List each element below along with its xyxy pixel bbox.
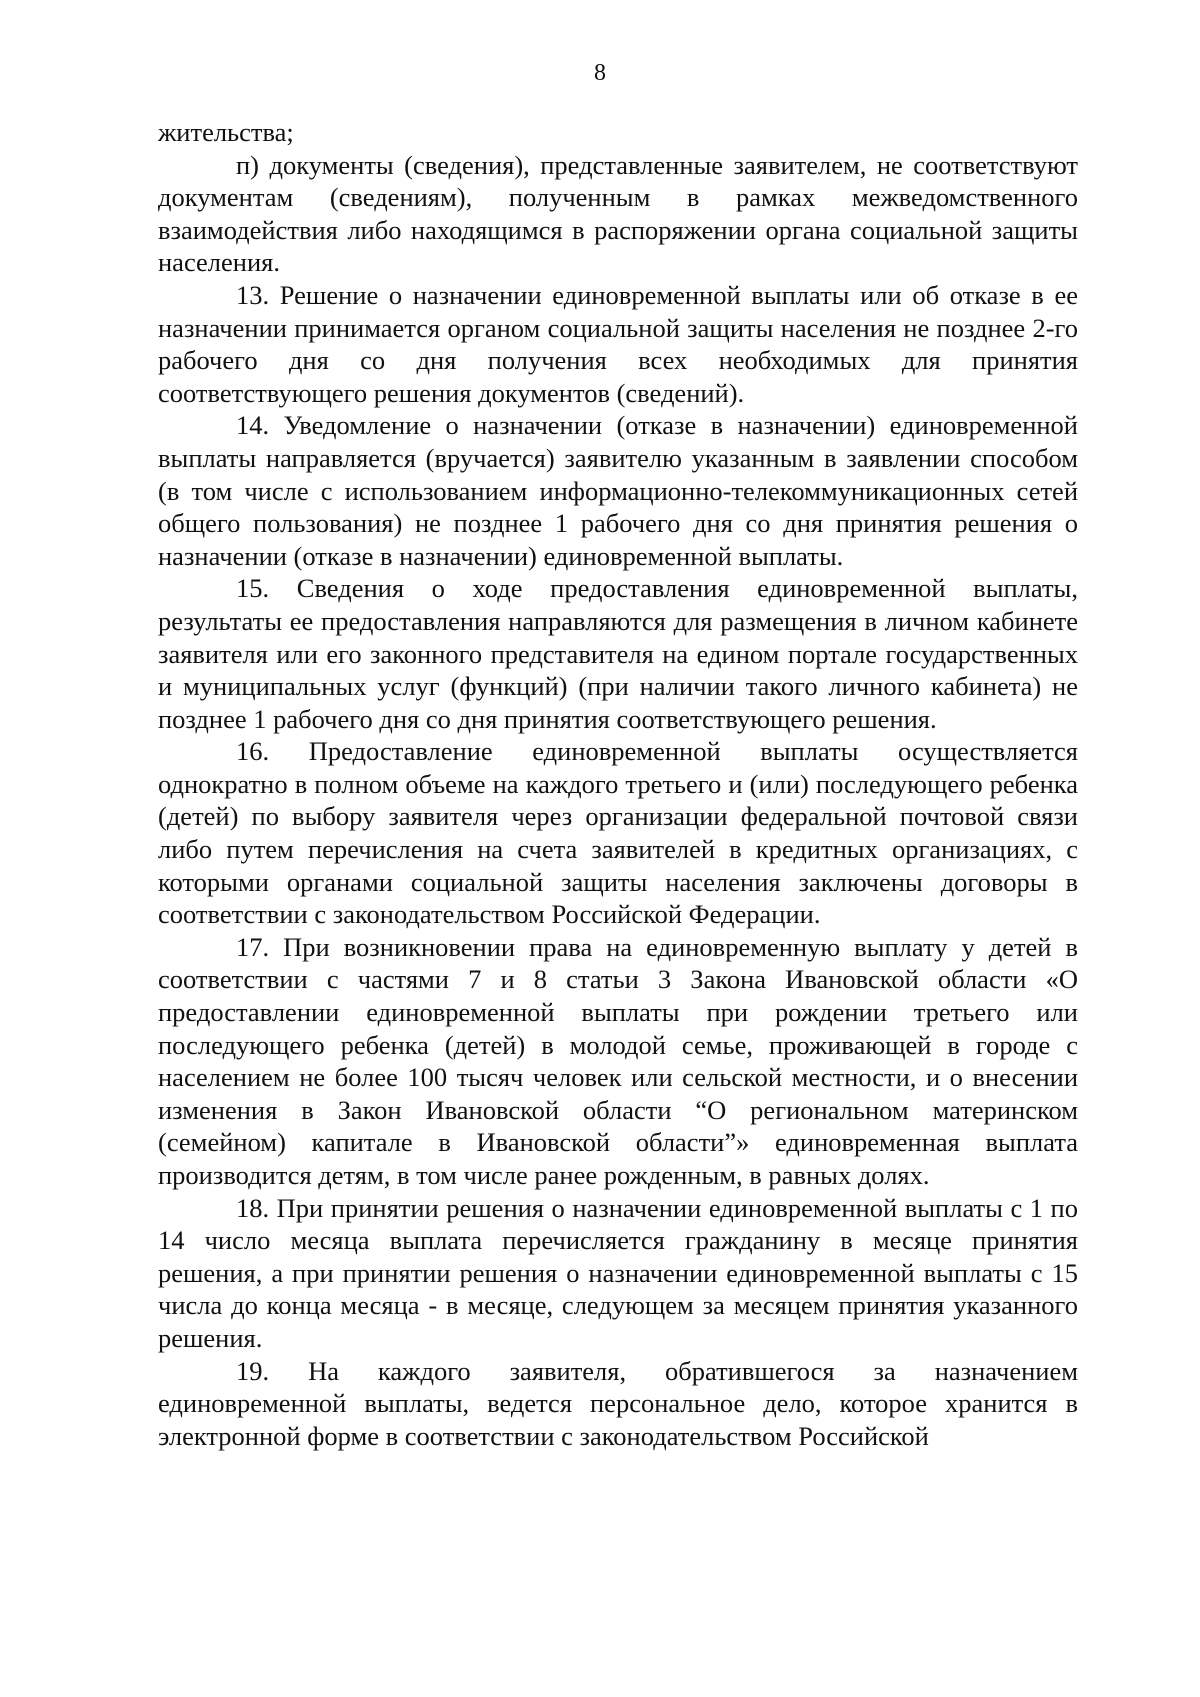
paragraph-15: 15. Сведения о ходе предоставления единовременной выплаты, результаты ее предоставления направляются для размещения в личном кабинете заявителя или его законного представителя на едином портале государственных и муниципальных услуг (функций) (при наличии такого личного кабинета) не позднее 1 рабочего дня со дня принятия соответствующего решения. xyxy=(158,573,1078,734)
paragraph-item-p: п) документы (сведения), представленные заявителем, не соответствуют документам (сведениям), полученным в рамках межведомственного взаимодействия либо находящимся в распоряжении органа социальной защиты населения. xyxy=(158,149,1078,278)
paragraph-17: 17. При возникновении права на единовременную выплату у детей в соответствии с частями 7 и 8 статьи 3 Закона Ивановской области «О предоставлении единовременной выплаты при рождении третьего или последующего ребенка (детей) в молодой семье, проживающей в городе с населением не более 100 тысяч человек или сельской местности, и о внесении изменения в Закон Ивановской области “О региональном материнском (семейном) капитале в Ивановской области”» единовременная выплата производится детям, в том числе ранее рожденным, в равных долях. xyxy=(158,931,1078,1190)
paragraph-continuation: жительства; xyxy=(158,117,294,147)
paragraph-14: 14. Уведомление о назначении (отказе в назначении) единовременной выплаты направляется (вручается) заявителю указанным в заявлении способом (в том числе с использованием информационно-телекоммуникационных сетей общего пользования) не позднее 1 рабочего дня со дня принятия решения о назначении (отказе в назначении) единовременной выплаты. xyxy=(158,410,1078,571)
paragraph-13: 13. Решение о назначении единовременной выплаты или об отказе в ее назначении принимается органом социальной защиты населения не позднее 2-го рабочего дня со дня получения всех необходимых для принятия соответствующего решения документов (сведений). xyxy=(158,279,1078,408)
paragraph-19: 19. На каждого заявителя, обратившегося за назначением единовременной выплаты, ведется персональное дело, которое хранится в электронной форме в соответствии с законодательством Российской xyxy=(158,1355,1078,1451)
page-number: 8 xyxy=(594,60,606,86)
document-body xyxy=(158,116,1078,1452)
paragraph-18: 18. При принятии решения о назначении единовременной выплаты с 1 по 14 число месяца выплата перечисляется гражданину в месяце принятия решения, а при принятии решения о назначении единовременной выплаты с 15 числа до конца месяца - в месяце, следующем за месяцем принятия указанного решения. xyxy=(158,1192,1078,1353)
paragraph-16: 16. Предоставление единовременной выплаты осуществляется однократно в полном объеме на каждого третьего и (или) последующего ребенка (детей) по выбору заявителя через организации федеральной почтовой связи либо путем перечисления на счета заявителей в кредитных организациях, с которыми органами социальной защиты населения заключены договоры в соответствии с законодательством Российской Федерации. xyxy=(158,736,1078,930)
